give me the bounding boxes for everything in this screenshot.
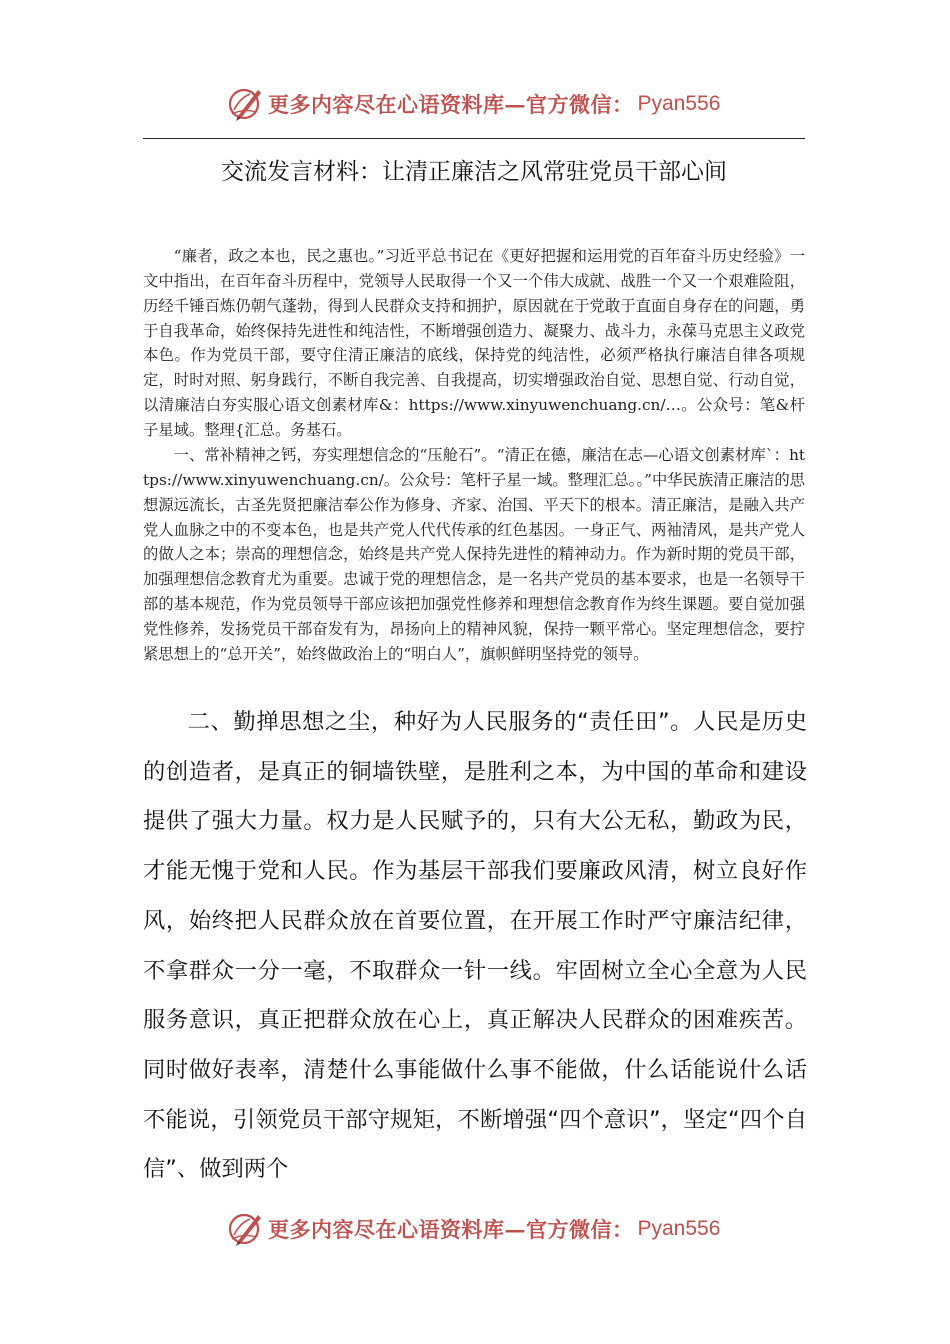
- paragraph-intro: “廉者，政之本也，民之惠也。”习近平总书记在《更好把握和运用党的百年奋斗历史经验》一文中指出，在百年奋斗历程中，党领导人民取得一个又一个伟大成就、战胜一个又一个艰难险阻，历经千锤百炼仍朝气蓬勃，得到人民群众支持和拥护，原因就在于党敢于直面自身存在的问题，勇于自我革命，始终保持先进性和纯洁性，不断增强创造力、凝聚力、战斗力，永葆马克思主义政党本色。作为党员干部，要守住清正廉洁的底线，保持党的纯洁性，必须严格执行廉洁自律各项规定，时时对照、躬身践行，不断自我完善、自我提高，切实增强政治自觉、思想自觉、行动自觉，以清廉洁白夯实服心语文创素材库&：https://www.xinyuwenchuang.cn/…。公众号：笔&杆子星域。整理{汇总。务基石。: [143, 247, 805, 439]
- pen-logo-icon: [226, 1209, 266, 1249]
- banner-text: 更多内容尽在心语资料库—官方微信：: [268, 1217, 634, 1242]
- footer-banner: [226, 1209, 720, 1249]
- paragraph-section-2: 二、勤掸思想之尘，种好为人民服务的“责任田”。人民是历史的创造者，是真正的铜墙铁壁，是胜利之本，为中国的革命和建设提供了强大力量。权力是人民赋予的，只有大公无私，勤政为民，才能无愧于党和人民。作为基层干部我们要廉政风清，树立良好作风，始终把人民群众放在首要位置，在开展工作时严守廉洁纪律，不拿群众一分一毫，不取群众一针一线。牢固树立全心全意为人民服务意识，真正把群众放在心上，真正解决人民群众的困难疾苦。同时做好表率，清楚什么事能做什么事不能做，什么话能说什么话不能说，引领党员干部守规矩，不断增强“四个意识”，坚定“四个自信”、做到两个: [143, 709, 807, 1183]
- document-title: 交流发言材料：让清正廉洁之风常驻党员干部心间: [221, 159, 727, 185]
- banner-account: Pyan556: [637, 1217, 721, 1240]
- paragraph-section-1: 一、常补精神之钙，夯实理想信念的“压舱石”。“清正在德，廉洁在志—心语文创素材库`：https://www.xinyuwenchuang.cn/。公众号：笔杆子星一域。整理汇总。。”中华民族清正廉洁的思想源远流长，古圣先贤把廉洁奉公作为修身、齐家、治国、平天下的根本。清正廉洁，是融入共产党人血脉之中的不变本色，也是共产党人代代传承的红色基因。一身正气、两袖清风，是共产党人的做人之本；崇高的理想信念，始终是共产党人保持先进性的精神动力。作为新时期的党员干部，加强理想信念教育尤为重要。忠诚于党的理想信念，是一名共产党员的基本要求，也是一名领导干部的基本规范，作为党员领导干部应该把加强党性修养和理想信念教育作为终生课题。要自觉加强党性修养，发扬党员干部奋发有为，昂扬向上的精神风貌，保持一颗平常心。坚定理想信念，要拧紧思想上的“总开关”，始终做政治上的“明白人”，旗帜鲜明坚持党的领导。: [143, 446, 805, 663]
- pen-logo-icon: [226, 84, 266, 124]
- header-rule: [143, 138, 805, 139]
- header-banner: [226, 84, 720, 124]
- banner-account: Pyan556: [637, 92, 721, 115]
- banner-text: 更多内容尽在心语资料库—官方微信：: [268, 92, 634, 117]
